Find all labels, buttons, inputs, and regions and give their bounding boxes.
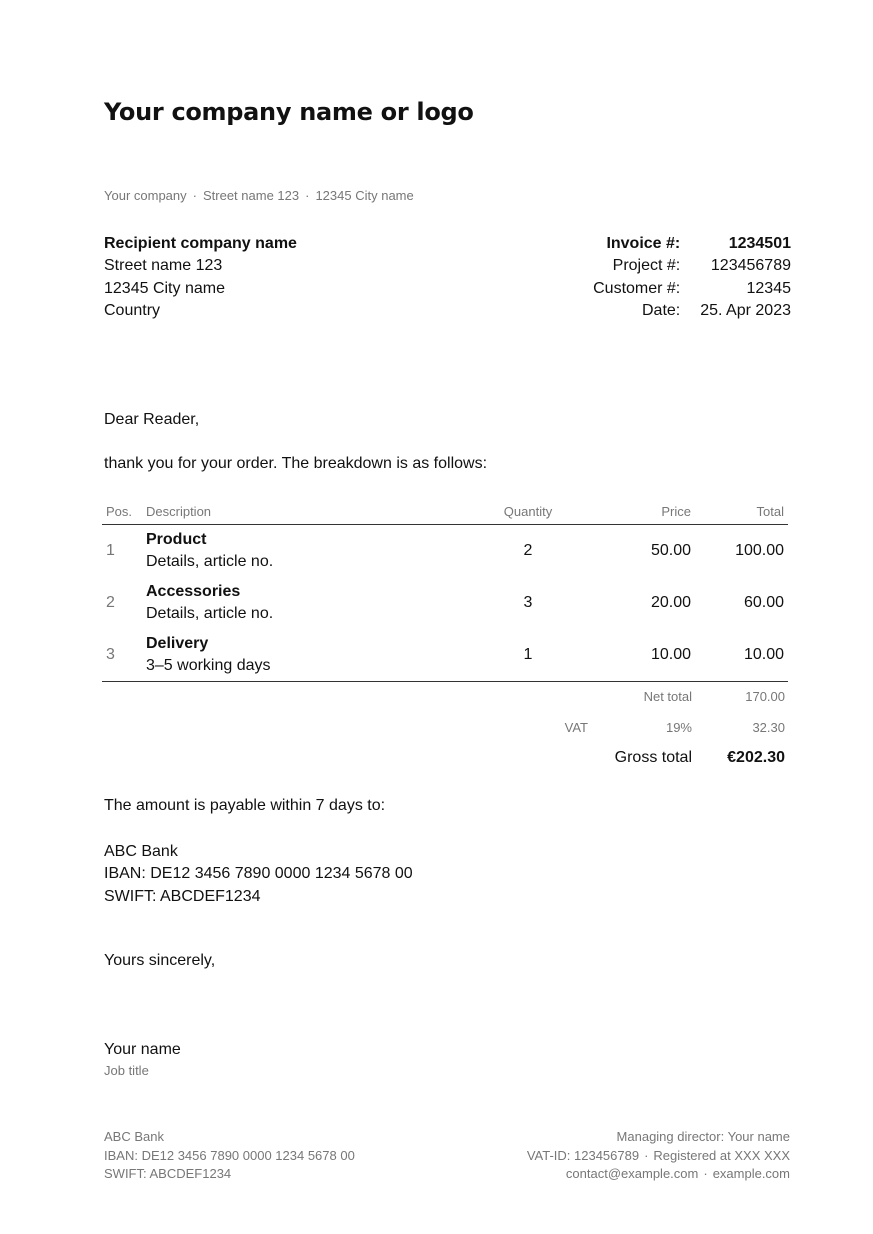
sender-street: Street name 123: [202, 188, 300, 203]
project-number-value: 123456789: [710, 257, 791, 275]
footer-swift: SWIFT: ABCDEF1234: [104, 1166, 232, 1181]
footer-director: Managing director: Your name: [616, 1129, 790, 1144]
row-detail: Details, article no.: [146, 553, 274, 570]
header-quantity: Quantity: [469, 500, 587, 525]
bank-details: [104, 841, 413, 908]
footer-bank-name: ABC Bank: [104, 1129, 164, 1144]
separator-dot: ·: [644, 1147, 649, 1163]
row-price: 50.00: [650, 542, 691, 559]
header-total: Total: [695, 500, 788, 525]
header-price: Price: [587, 500, 695, 525]
row-description: [142, 629, 469, 682]
greeting: Dear Reader,: [104, 411, 200, 428]
date-value: 25. Apr 2023: [700, 301, 791, 319]
signer-job-title: Job title: [104, 1063, 149, 1078]
vat-value: 32.30: [752, 720, 785, 735]
row-pos: 2: [106, 594, 115, 611]
footer-email: contact@example.com: [565, 1166, 699, 1181]
row-total: 10.00: [695, 629, 788, 682]
recipient-city: 12345 City name: [104, 279, 225, 297]
date-label: Date:: [642, 301, 681, 319]
row-detail: Details, article no.: [146, 605, 274, 622]
invoice-number-value: 1234501: [728, 235, 791, 252]
row-description: [142, 525, 469, 578]
payable-text: The amount is payable within 7 days to:: [104, 797, 386, 814]
footer-website: example.com: [712, 1166, 790, 1181]
footer-contact-line: [527, 1165, 790, 1184]
row-detail: 3–5 working days: [146, 657, 271, 674]
row-title: Delivery: [146, 635, 209, 652]
table-row: [102, 629, 788, 682]
bank-iban: IBAN: DE12 3456 7890 0000 1234 5678 00: [104, 865, 413, 883]
row-quantity: 3: [523, 594, 533, 611]
separator-dot: ·: [305, 188, 310, 203]
row-price: 10.00: [587, 629, 695, 682]
gross-total-value: €202.30: [727, 749, 785, 766]
footer-vat-id: VAT-ID: 123456789: [526, 1147, 640, 1163]
net-total-label: Net total: [643, 689, 692, 704]
footer-bank: [104, 1128, 355, 1184]
recipient-country: Country: [104, 301, 161, 319]
separator-dot: ·: [703, 1166, 708, 1181]
footer-registered: Registered at XXX XXX: [653, 1147, 790, 1163]
vat-label: VAT: [564, 720, 588, 735]
row-total: 60.00: [743, 594, 784, 611]
footer-vat-line: [527, 1147, 790, 1166]
recipient-name: Recipient company name: [104, 235, 297, 252]
invoice-number-label: Invoice #:: [606, 235, 681, 252]
project-number-row: [593, 255, 791, 277]
row-pos: 1: [106, 542, 115, 559]
row-quantity: 2: [523, 542, 533, 559]
row-total: 100.00: [735, 542, 784, 559]
signer-name: Your name: [104, 1041, 181, 1058]
row-description: [142, 577, 469, 629]
intro-text: thank you for your order. The breakdown is as follows:: [104, 455, 488, 472]
company-logo-text: Your company name or logo: [104, 98, 474, 126]
date-row: [593, 300, 791, 322]
row-quantity: 1: [469, 629, 587, 682]
table-header-row: [102, 500, 788, 525]
separator-dot: ·: [192, 188, 197, 203]
bank-swift: SWIFT: ABCDEF1234: [104, 887, 261, 905]
header-pos: Pos.: [102, 500, 142, 525]
table-row: [102, 525, 788, 578]
row-title: Product: [146, 531, 207, 548]
customer-number-label: Customer #:: [593, 279, 681, 297]
sender-address-line: [104, 188, 414, 203]
sender-city: 12345 City name: [315, 188, 414, 203]
recipient-address: [104, 233, 297, 322]
footer-company-info: [527, 1128, 790, 1184]
customer-number-row: [593, 278, 791, 300]
net-total-value: 170.00: [745, 689, 785, 704]
invoice-meta: [593, 233, 791, 322]
table-row: [102, 577, 788, 629]
line-items-table: [102, 500, 788, 682]
recipient-street: Street name 123: [104, 257, 223, 275]
gross-total-label: Gross total: [614, 749, 692, 766]
row-price: 20.00: [650, 594, 691, 611]
vat-rate: 19%: [665, 720, 692, 735]
customer-number-value: 12345: [746, 279, 791, 297]
sender-company: Your company: [104, 188, 187, 203]
footer-iban: IBAN: DE12 3456 7890 0000 1234 5678 00: [104, 1147, 355, 1163]
row-title: Accessories: [146, 583, 241, 600]
closing-text: Yours sincerely,: [104, 952, 216, 969]
bank-name: ABC Bank: [104, 843, 178, 860]
invoice-number-row: [593, 233, 791, 255]
header-description: Description: [142, 500, 469, 525]
project-number-label: Project #:: [612, 257, 681, 275]
row-pos: 3: [102, 629, 142, 682]
